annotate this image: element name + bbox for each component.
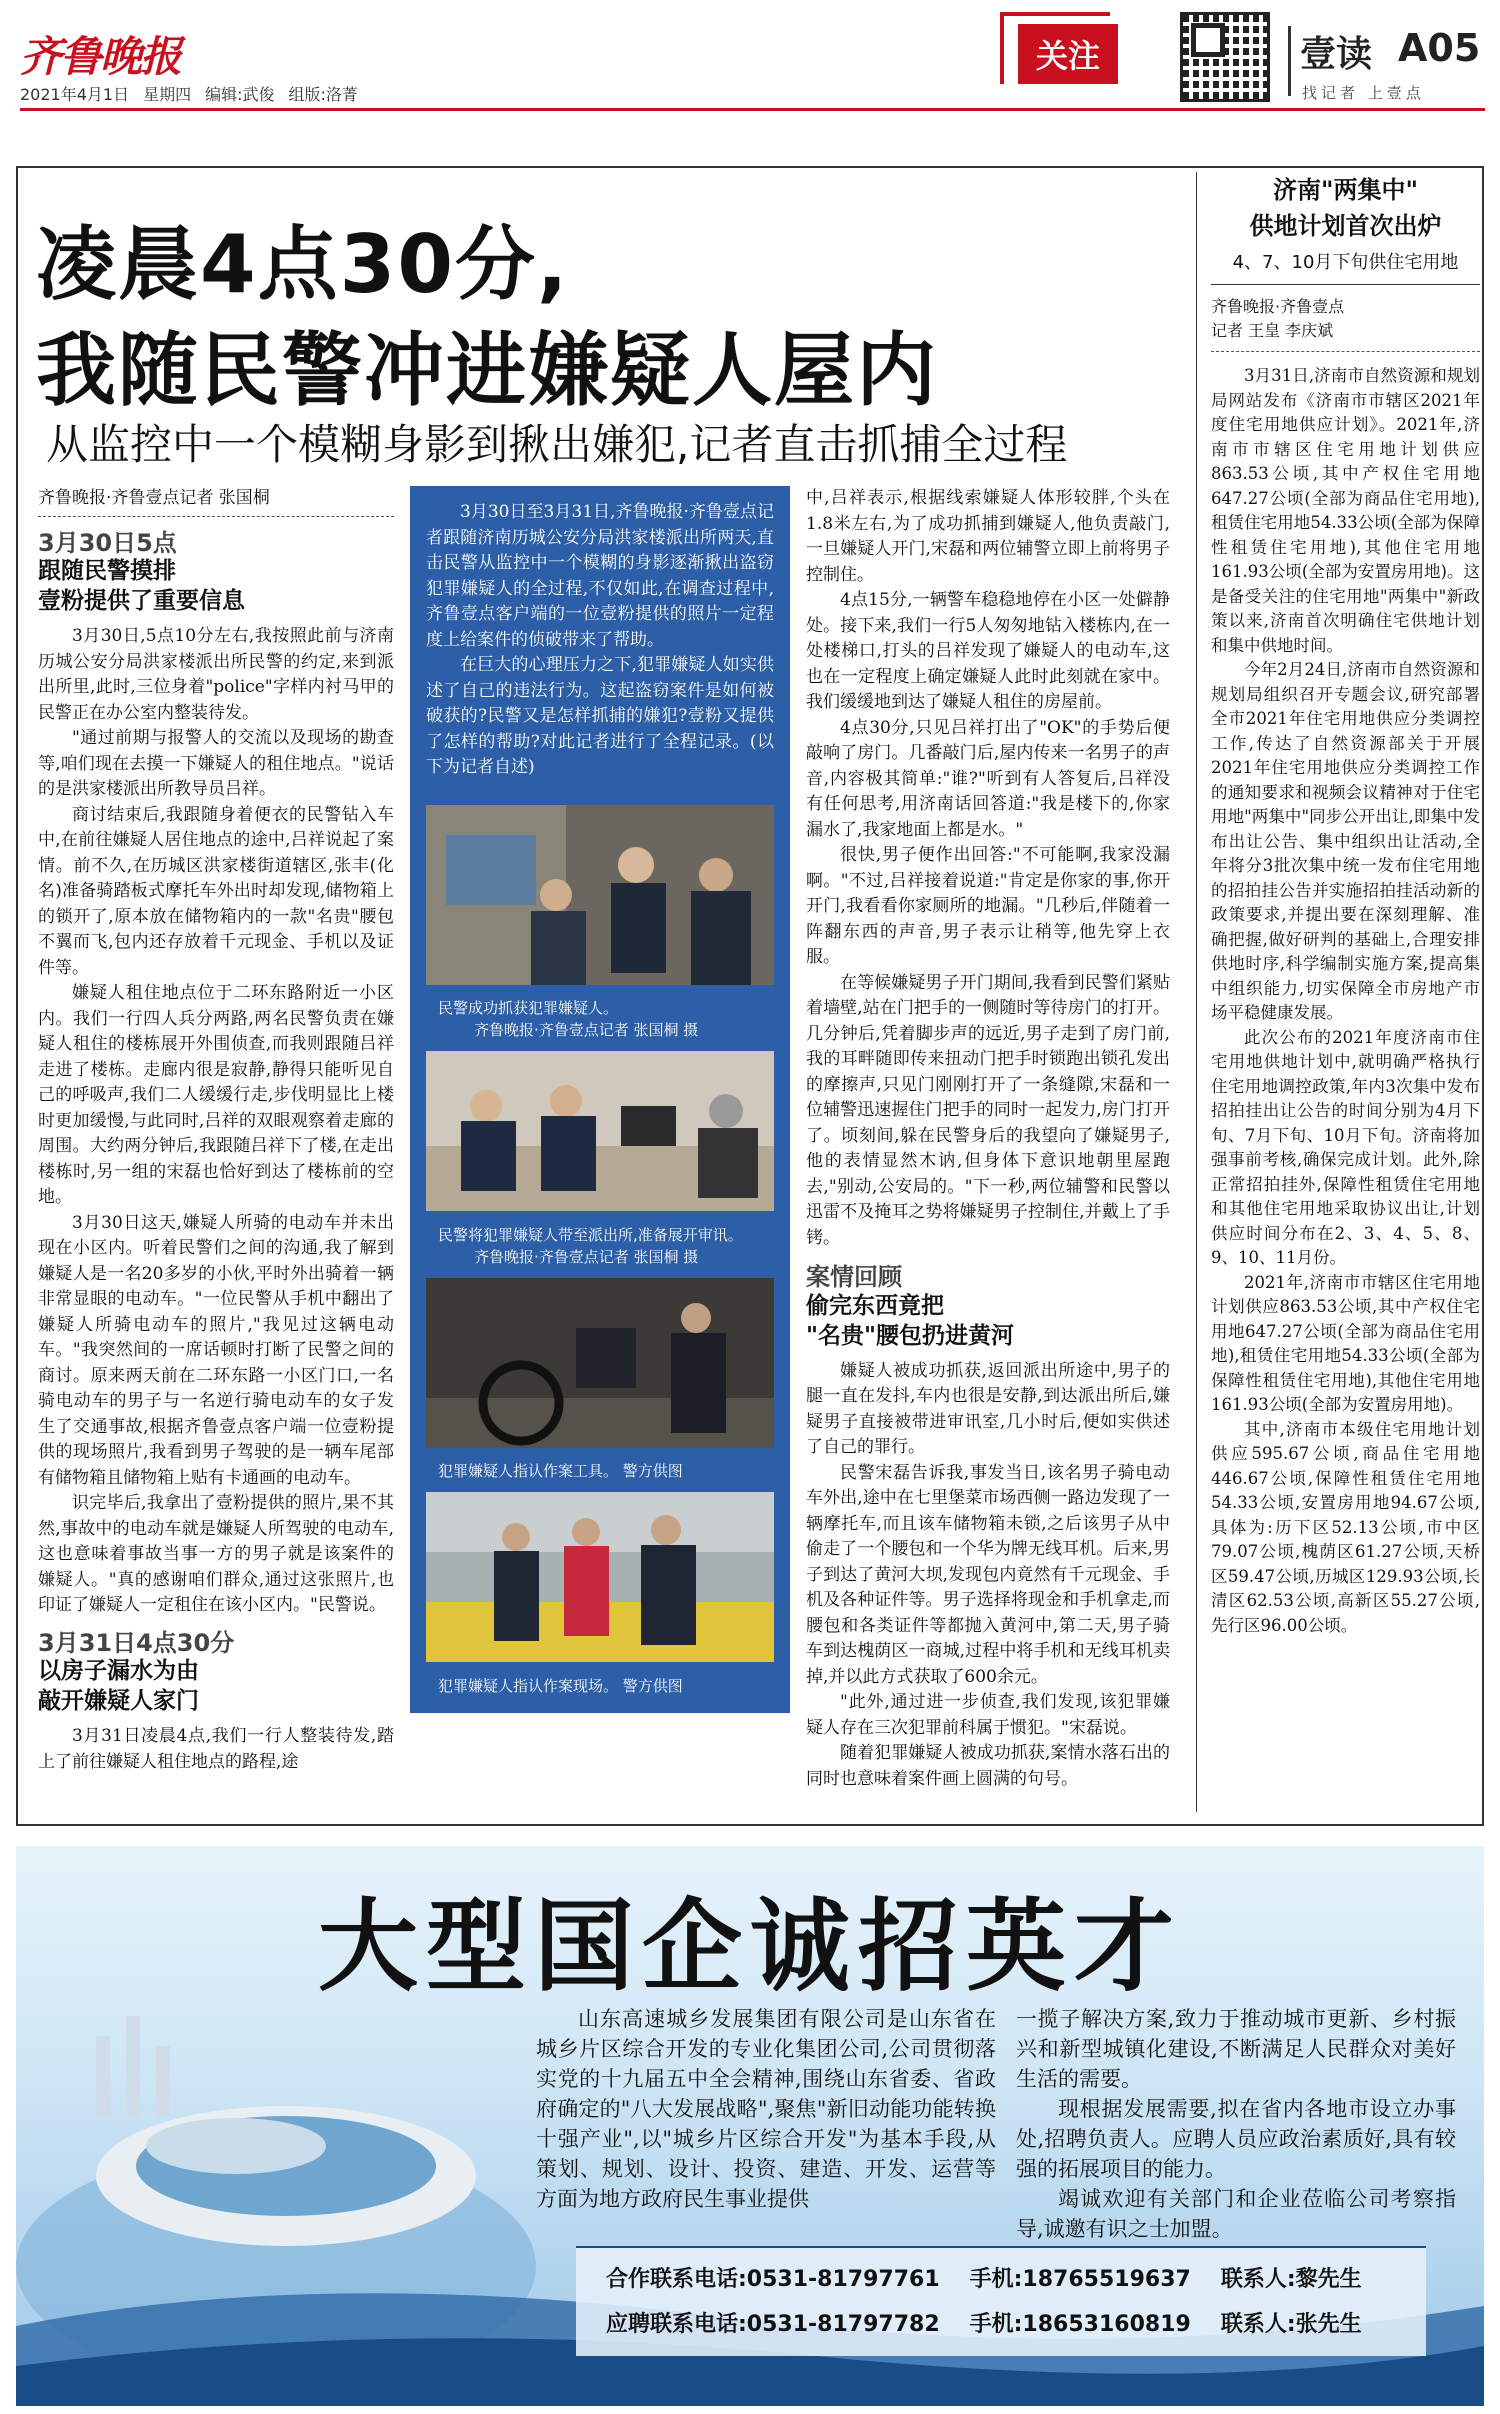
paragraph: 随着犯罪嫌疑人被成功抓获,案情水落石出的同时也意味着案件画上圆满的句号。 — [806, 1743, 1170, 1789]
paragraph: 4点15分,一辆警车稳稳地停在小区一处僻静处。接下来,我们一行5人匆匆地钻入楼栋内,在一处楼梯口,打头的吕祥发现了嫌疑人的电动车,这也在一定程度上确定嫌疑人此时此刻就在家中。我们缓缓地到达了嫌疑人租住的房屋前。 — [806, 590, 1170, 712]
paragraph: 识完毕后,我拿出了壹粉提供的照片,果不其然,事故中的电动车就是嫌疑人所驾驶的电动车,这也意味着事故当事一方的男子就是该案件的嫌疑人。"真的感谢咱们群众,通过这张照片,也印证了嫌疑人一定租住在该小区内。"民警说。 — [38, 1493, 394, 1615]
recruitment-ad — [16, 1846, 1484, 2406]
article-column-1 — [38, 486, 394, 1816]
photo-arrest — [426, 805, 774, 994]
sidebar-article — [1196, 172, 1480, 1812]
contact-phone[interactable]: 应聘联系电话:0531-81797782 — [606, 2312, 940, 2337]
issue-weekday: 星期四 — [143, 85, 192, 104]
section-name: 壹读 — [1300, 34, 1373, 75]
editor-credit: 编辑:武俊 — [205, 85, 275, 104]
sidebar-subtitle: 4、7、10月下旬供住宅用地 — [1211, 248, 1480, 285]
page-number: A05 — [1398, 26, 1481, 70]
section-3-sub-2: "名贵"腰包扔进黄河 — [806, 1322, 1014, 1349]
contact-person: 联系人:张先生 — [1220, 2312, 1362, 2337]
qr-code-icon[interactable] — [1180, 12, 1270, 102]
masthead-rule — [20, 108, 1485, 111]
issue-date: 2021年4月1日 — [20, 85, 130, 104]
lead-paragraph: 在巨大的心理压力之下,犯罪嫌疑人如实供述了自己的违法行为。这起盗窃案件是如何被破获的?民警又是怎样抓捕的嫌犯?壹粉又提供了怎样的帮助?对此记者进行了全程记录。(以下为记者自述) — [426, 655, 774, 777]
ad-contact-box — [576, 2246, 1426, 2356]
paragraph: 在等候嫌疑男子开门期间,我看到民警们紧贴着墙壁,站在门把手的一侧随时等待房门的打开。几分钟后,凭着脚步声的远近,男子走到了房门前,我的耳畔随即传来扭动门把手时锁跑出锁孔发出的摩擦声,只见门刚刚打开了一条缝隙,宋磊和一位辅警迅速握住门把手的同时一起发力,房门打开了。顷刻间,躲在民警身后的我望向了嫌疑男子,他的表情显然木讷,但身体下意识地朝里屋跑去,"别动,公安局的。"下一秒,两位辅警和民警以迅雷不及掩耳之势将嫌疑男子控制住,并戴上了手铐。 — [806, 972, 1170, 1248]
paragraph: 民警宋磊告诉我,事发当日,该名男子骑电动车外出,途中在七里堡菜市场西侧一路边发现了一辆摩托车,而且该车储物箱未锁,之后该男子从中偷走了一个腰包和一个华为牌无线耳机。后来,男子到达了黄河大坝,发现包内竟然有千元现金、手机及各种证件等。男子选择将现金和手机拿走,而腰包和各类证件等都抛入黄河中,第二天,男子骑车到达槐荫区一商城,过程中将手机和无线耳机卖掉,并以此方式获取了600余元。 — [806, 1462, 1170, 1687]
sidebar-body — [1211, 364, 1480, 1638]
photo-panel — [410, 795, 790, 1713]
section-2-time: 3月31日4点30分 — [38, 1628, 235, 1657]
paragraph: 4点30分,只见吕祥打出了"OK"的手势后便敲响了房门。几番敲门后,屋内传来一名男子的声音,内容极其简单:"谁?"听到有人答复后,吕祥没有任何思考,用济南话回答道:"我是楼下的,你家漏水了,我家地面上都是水。" — [806, 717, 1170, 840]
article-column-3 — [806, 486, 1170, 1816]
paragraph: 商讨结束后,我跟随身着便衣的民警钻入车中,在前往嫌疑人居住地点的途中,吕祥说起了案情。前不久,在历城区洪家楼街道辖区,张丰(化名)准备骑踏板式摩托车外出时却发现,储物箱上的锁开了,原本放在储物箱内的一款"名贵"腰包不翼而飞,包内还存放着千元现金、手机以及证件等。 — [38, 804, 394, 978]
contact-mobile[interactable]: 手机:18765519637 — [969, 2267, 1191, 2292]
contact-row-recruitment — [576, 2293, 1426, 2338]
paragraph: "此外,通过进一步侦查,我们发现,该犯罪嫌疑人存在三次犯罪前科属于惯犯。"宋磊说。 — [806, 1692, 1170, 1738]
article-byline: 齐鲁晚报·齐鲁壹点记者 张国桐 — [38, 486, 394, 517]
paragraph: 2021年,济南市市辖区住宅用地计划供应863.53公顷,其中产权住宅用地647.27公顷(全部为商品住宅用地),租赁住宅用地54.33公顷(全部为保障性租赁住宅用地),其他住宅用地161.93公顷(全部为安置房用地)。 — [1211, 1272, 1480, 1414]
contact-row-cooperation — [576, 2248, 1426, 2293]
headline-line-2: 我随民警冲进嫌疑人屋内 — [36, 324, 938, 417]
section-2-title-2: 敲开嫌疑人家门 — [38, 1688, 199, 1714]
paragraph: "通过前期与报警人的交流以及现场的勘查等,咱们现在去摸一下嫌疑人的租住地点。"说话的是洪家楼派出所教导员吕祥。 — [38, 728, 394, 799]
section-3-title: 案情回顾 — [806, 1263, 902, 1291]
section-1-title-1: 跟随民警摸排 — [38, 558, 176, 584]
photo-tool — [426, 1278, 774, 1457]
section-tag: 关注 — [1018, 24, 1118, 84]
contact-phone[interactable]: 合作联系电话:0531-81797761 — [606, 2267, 940, 2292]
section-2-title-1: 以房子漏水为由 — [38, 1658, 199, 1684]
paragraph: 3月30日,5点10分左右,我按照此前与济南历城公安分局洪家楼派出所民警的约定,来到派出所里,此时,三位身着"police"字样内衬马甲的民警正在办公室内整装待发。 — [38, 626, 394, 723]
photo-caption: 民警将犯罪嫌疑人带至派出所,准备展开审讯。 齐鲁晚报·齐鲁壹点记者 张国桐 摄 — [426, 1220, 774, 1278]
paragraph: 今年2月24日,济南市自然资源和规划局组织召开专题会议,研究部署全市2021年住宅用地供应分类调控工作,传达了自然资源部关于开展2021年住宅用地供应分类调控工作的通知要求和视频会议精神对于住宅用地"两集中"同步公开出让,即集中发布出让公告、集中组织出让活动,全年将分3批次集中统一发布住宅用地的招拍挂公告并实施招拍挂活动新的政策要求,并提出要在深刻理解、准确把握,做好研判的基础上,合理安排供地时序,科学编制实施方案,提高集中组织能力,切实保障全市房地产市场平稳健康发展。 — [1211, 660, 1480, 1022]
sidebar-byline: 齐鲁晚报·齐鲁壹点 记者 王皇 李庆斌 — [1211, 295, 1480, 352]
photo-scene — [426, 1492, 774, 1671]
layout-credit: 组版:洛菁 — [288, 85, 358, 104]
paragraph: 嫌疑人被成功抓获,返回派出所途中,男子的腿一直在发抖,车内也很是安静,到达派出所后,嫌疑男子直接被带进审讯室,几小时后,便如实供述了自己的罪行。 — [806, 1360, 1170, 1457]
photo-caption: 民警成功抓获犯罪嫌疑人。 齐鲁晚报·齐鲁壹点记者 张国桐 摄 — [426, 993, 774, 1051]
section-slogan: 找记者 上壹点 — [1302, 84, 1425, 102]
article-column-2 — [410, 486, 790, 1816]
photo-interrogation — [426, 1051, 774, 1220]
divider — [1288, 26, 1291, 96]
paragraph: 3月30日这天,嫌疑人所骑的电动车并未出现在小区内。听着民警们之间的沟通,我了解到嫌疑人是一名20多岁的小伙,平时外出骑着一辆非常显眼的电动车。"一位民警从手机中翻出了嫌疑人所骑电动车的照片,"我见过这辆电动车。"我突然间的一席话顿时打断了民警之间的商讨。原来两天前在二环东路一小区门口,一名骑电动车的男子与一名逆行骑电动车的女子发生了交通事故,根据齐鲁壹点客户端一位壹粉提供的现场照片,我看到男子驾驶的是一辆车尾部有储物箱且储物箱上贴有卡通画的电动车。 — [38, 1212, 394, 1488]
contact-person: 联系人:黎先生 — [1220, 2267, 1362, 2292]
dateline — [20, 82, 358, 105]
ad-text-right: 一揽子解决方案,致力于推动城市更新、乡村振兴和新型城镇化建设,不断满足人民群众对美好生活的需要。 现根据发展需要,拟在省内各地市设立办事处,招聘负责人。应聘人员应政治素质好,具有较强的拓展项目的能力。 竭诚欢迎有关部门和企业莅临公司考察指导,诚邀有识之士加盟。 — [1016, 2007, 1456, 2241]
paragraph: 很快,男子便作出回答:"不可能啊,我家没漏啊。"不过,吕祥接着说道:"肯定是你家的事,你开开门,我看看你家厕所的地漏。"几秒后,伴随着一阵翻东西的声音,男子表示让稍等,他先穿上衣服。 — [806, 845, 1170, 967]
section-3-sub-1: 偷完东西竟把 — [806, 1292, 944, 1319]
paragraph: 中,吕祥表示,根据线索嫌疑人体形较胖,个头在1.8米左右,为了成功抓捕到嫌疑人,他负责敲门,一旦嫌疑人开门,宋磊和两位辅警立即上前将男子控制住。 — [806, 488, 1170, 585]
contact-mobile[interactable]: 手机:18653160819 — [969, 2312, 1191, 2337]
paragraph: 此次公布的2021年度济南市住宅用地供地计划中,就明确严格执行住宅用地调控政策,年内3次集中发布招拍挂出让公告的时间分别为4月下旬、7月下旬、10月下旬。济南将加强事前考核,确保完成计划。此外,除正常招拍挂外,保障性租赁住宅用地和其他住宅用地采取协议出让,计划供应时间分布在2、3、4、5、8、9、10、11月份。 — [1211, 1027, 1480, 1267]
newspaper-logo: 齐鲁晚报 — [20, 32, 181, 81]
photo-caption: 犯罪嫌疑人指认作案工具。 警方供图 — [426, 1456, 774, 1492]
section-1-time: 3月30日5点 — [38, 528, 177, 557]
ad-text-left: 山东高速城乡发展集团有限公司是山东省在城乡片区综合开发的专业化集团公司,公司贯彻落实党的十九届五中全会精神,围绕山东省委、省政府确定的"八大发展战略",聚焦"新旧动能功能转换十强产业",以"城乡片区综合开发"为基本手段,从策划、规划、设计、投资、建造、开发、运营等方面为地方政府民生事业提供 — [536, 2007, 996, 2211]
lead-paragraph: 3月30日至3月31日,齐鲁晚报·齐鲁壹点记者跟随济南历城公安分局洪家楼派出所两天,直击民警从监控中一个模糊的身影逐渐揪出盗窃犯罪嫌疑人的全过程,不仅如此,在调查过程中,齐鲁壹点客户端的一位壹粉提供的照片一定程度上给案件的侦破带来了帮助。 — [426, 502, 774, 650]
paragraph: 嫌疑人租住地点位于二环东路附近一小区内。我们一行四人兵分两路,两名民警负责在嫌疑人租住的楼栋展开外围侦查,而我则跟随吕祥走进了楼栋。走廊内很是寂静,静得只能听见自己的呼吸声,我们二人缓缓行走,步伐明显比上楼时更加缓慢,与此同时,吕祥的双眼观察着走廊的周围。大约两分钟后,我跟随吕祥下了楼,在走出楼栋时,另一组的宋磊也恰好到达了楼栋前的空地。 — [38, 983, 394, 1207]
paragraph: 3月31日,济南市自然资源和规划局网站发布《济南市市辖区2021年度住宅用地供应计划》。2021年,济南市市辖区住宅用地计划供应863.53公顷,其中产权住宅用地647.27公顷(全部为商品住宅用地),租赁住宅用地54.33公顷(全部为保障性租赁住宅用地),其他住宅用地161.93公顷(全部为安置房用地)。这是备受关注的住宅用地"两集中"新政策以来,济南首次明确住宅供地计划和集中供地时间。 — [1211, 366, 1480, 655]
sidebar-title: 济南"两集中" 供地计划首次出炉 — [1249, 176, 1442, 240]
ad-title: 大型国企诚招英才 — [318, 1888, 1182, 2005]
lead-box — [410, 486, 790, 795]
headline-line-1: 凌晨4点30分, — [36, 218, 570, 311]
paragraph: 3月31日凌晨4点,我们一行人整装待发,踏上了前往嫌疑人租住地点的路程,途 — [38, 1726, 394, 1772]
photo-caption: 犯罪嫌疑人指认作案现场。 警方供图 — [426, 1671, 774, 1707]
paragraph: 其中,济南市本级住宅用地计划供应595.67公顷,商品住宅用地446.67公顷,保障性租赁住宅用地54.33公顷,安置房用地94.67公顷,具体为:历下区52.13公顷,市中区79.07公顷,槐荫区61.27公顷,天桥区59.47公顷,历城区129.93公顷,长清区62.53公顷,高新区55.27公顷,先行区96.00公顷。 — [1211, 1419, 1480, 1635]
subheadline: 从监控中一个模糊身影到揪出嫌犯,记者直击抓捕全过程 — [46, 420, 1068, 469]
section-1-title-2: 壹粉提供了重要信息 — [38, 588, 245, 614]
